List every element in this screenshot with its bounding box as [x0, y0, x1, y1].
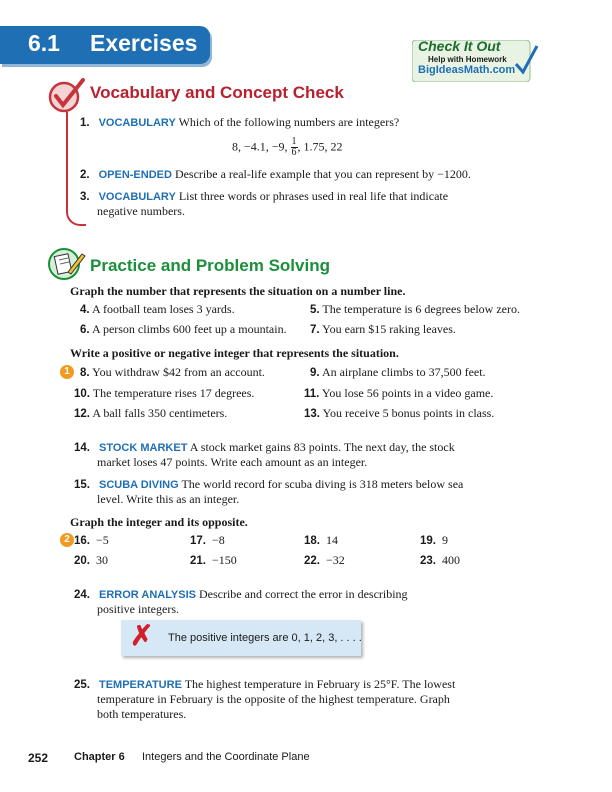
- question-11: 11. You lose 56 points in a video game.: [304, 386, 494, 400]
- vocab-heading: Vocabulary and Concept Check: [90, 83, 344, 102]
- question-14-cont: market loses 47 points. Write each amount as an integer.: [97, 455, 368, 469]
- question-2: 2. OPEN-ENDED Describe a real-life example that you can represent by −1200.: [80, 167, 471, 181]
- example-badge: 1: [60, 365, 74, 379]
- question-5: 5. The temperature is 6 degrees below zero.: [310, 302, 520, 316]
- question-18: 18. 14: [304, 533, 338, 547]
- question-25-cont2: both temperatures.: [97, 707, 187, 721]
- question-22: 22. −32: [304, 553, 345, 567]
- question-1: 1. VOCABULARY Which of the following numbers are integers?: [80, 115, 400, 129]
- question-25: 25. TEMPERATURE The highest temperature in February is 25°F. The lowest: [74, 677, 456, 691]
- question-21: 21. −150: [190, 553, 237, 567]
- question-8: 8. You withdraw $42 from an account.: [80, 365, 265, 379]
- question-10: 10. The temperature rises 17 degrees.: [74, 386, 255, 400]
- number-list: 8, −4.1, −9, $\frac{1}{6}$ , 1.75, 22: [232, 136, 343, 158]
- question-25-cont: temperature in February is the opposite of the highest temperature. Graph: [97, 692, 450, 706]
- section-number: 6.1: [28, 30, 60, 56]
- logo-title: Check It Out: [418, 38, 501, 54]
- practice-heading: Practice and Problem Solving: [90, 256, 330, 275]
- error-statement: The positive integers are 0, 1, 2, 3, . . . .: [168, 632, 362, 644]
- question-19: 19. 9: [420, 533, 448, 547]
- question-4: 4. A football team loses 3 yards.: [80, 302, 235, 316]
- instruction-1: Graph the number that represents the situation on a number line.: [70, 284, 406, 298]
- question-13: 13. You receive 5 bonus points in class.: [304, 406, 495, 420]
- instruction-3: Graph the integer and its opposite.: [70, 515, 248, 529]
- question-7: 7. You earn $15 raking leaves.: [310, 322, 456, 336]
- example-badge: 2: [60, 533, 74, 547]
- checkmark-icon: [46, 78, 86, 114]
- fraction: $\frac{1}{6}$: [291, 136, 297, 158]
- question-24: 24. ERROR ANALYSIS Describe and correct the error in describing: [74, 587, 408, 601]
- section-title: Exercises: [90, 30, 198, 56]
- question-9: 9. An airplane climbs to 37,500 feet.: [310, 365, 486, 379]
- logo-url[interactable]: BigIdeasMath.com: [418, 64, 516, 76]
- chapter-label: Chapter 6: [74, 751, 125, 763]
- question-23: 23. 400: [420, 553, 460, 567]
- question-20: 20. 30: [74, 553, 108, 567]
- question-14: 14. STOCK MARKET A stock market gains 83 points. The next day, the stock: [74, 440, 455, 454]
- question-3-cont: negative numbers.: [97, 204, 185, 218]
- question-3: 3. VOCABULARY List three words or phrases used in real life that indicate: [80, 189, 449, 203]
- chapter-title: Integers and the Coordinate Plane: [142, 751, 310, 763]
- logo-subtitle: Help with Homework: [428, 55, 507, 64]
- question-15: 15. SCUBA DIVING The world record for scuba diving is 318 meters below sea: [74, 477, 464, 491]
- page-number: 252: [28, 751, 49, 765]
- question-24-cont: positive integers.: [97, 602, 179, 616]
- question-6: 6. A person climbs 600 feet up a mountain.: [80, 322, 287, 336]
- question-15-cont: level. Write this as an integer.: [97, 492, 240, 506]
- error-x-icon: ✗: [130, 620, 154, 651]
- pencil-paper-icon: [46, 246, 88, 282]
- instruction-2: Write a positive or negative integer that represents the situation.: [70, 346, 399, 360]
- question-12: 12. A ball falls 350 centimeters.: [74, 406, 228, 420]
- question-16: 16. −5: [74, 533, 109, 547]
- question-17: 17. −8: [190, 533, 225, 547]
